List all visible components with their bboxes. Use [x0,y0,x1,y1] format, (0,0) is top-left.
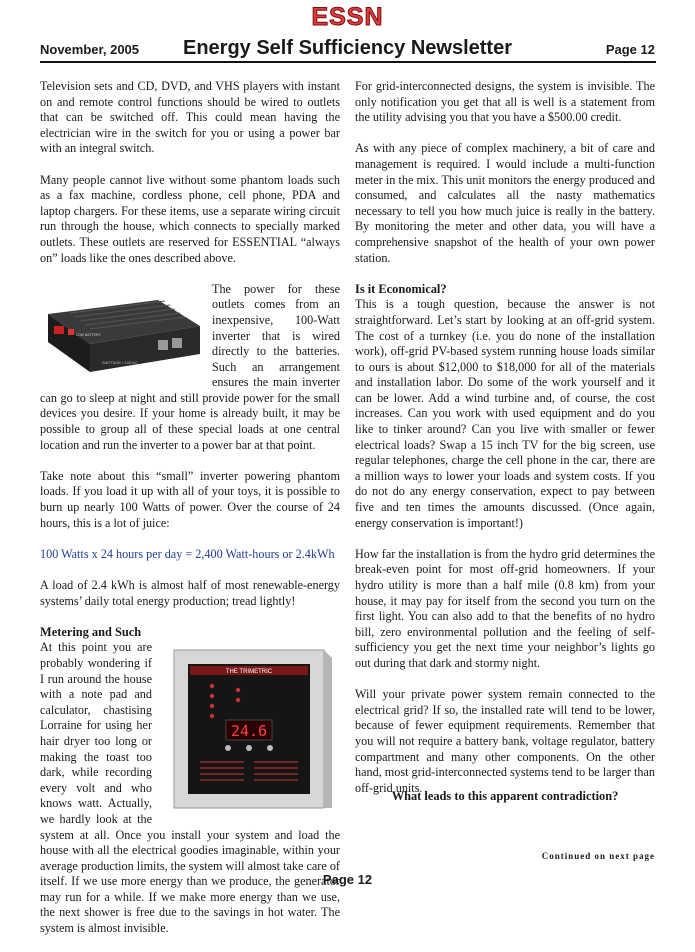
newsletter-logo: ESSN [311,3,384,31]
inverter-label: WATTAGE / 100 AC [102,359,138,365]
paragraph: Take note about this “small” inverter powering phantom loads. If you load it up with all of your toys, it is possible to burn up nearly 100 Watts of power. Over the course of 24 hours, this is a lot of juice: [40,468,340,530]
paragraph: This is a tough question, because the answer is not straightforward. Let’s start by looking at an off-grid system. The cost of a turnkey (i.e. you do none of the installation work), off-grid PV-based system running house loads similar to ours is about $12,000 to $18,000 for all of the materials and installation labor. Do some of the work yourself and it can be lower. Add a wind turbine and, of course, the cost increases. Can you work with used equipment and do you like to tinker around? Can you live with smaller or fewer electrical loads? Swap a 15 inch TV for the big screen, use regular telephones, charge the cell phone in the car, there are a million ways to lower your loads and system costs. If you do not do any energy conservation, expect to pay between five and ten times the amounts discussed. (Once again, energy conservation is important!) [355,297,655,530]
inverter-photo [40,284,204,380]
closing-question: What leads to this apparent contradiction? [391,789,619,803]
footer-page-number: Page 12 [322,872,373,887]
section-heading: Is it Economical? [355,281,447,296]
paragraph: As with any piece of complex machinery, a bit of care and management is required. I would include a multi-function meter in the mix. This unit monitors the energy produced and consumed, and calculates all the nasty mathematics necessary to tell you how much juice is really in the battery. By monitoring the meter and other data, you will have a comprehensive snapshot of the health of your own power station. [355,141,655,265]
paragraph: Many people cannot live without some phantom loads such as a fax machine, cordless phone, cell phone, PDA and laptop chargers. For these items, use a separate wiring circuit run through the house, which connects to specially marked outlets. These outlets are reserved for ESSENTIAL “always on” loads like the ones described above. [40,172,340,265]
section-heading: Metering and Such [40,624,142,639]
svg-text:LOW BATTERY: LOW BATTERY [76,332,101,337]
meter-display: 24.6 [230,722,268,741]
paragraph: At this point you are probably wondering if I run around the house with a note pad and calculator, chastising Lorraine for using her hair dryer too long or making the toast too dark, while recording every volt and who knows watt. Actually, we hardly look at the system at all. Once you install your system and load the house with all the electrical goodies imaginable, within your average production limits, the system will almost take care of itself. If we use more energy than we produce, the generator may run for a while. If we make more energy than we use, the next shower is free due to the savings in hot water. The system is almost invisible. [40,640,340,936]
paragraph: Television sets and CD, DVD, and VHS players with instant on and remote control functions should be wired to outlets that can be switched off. This could mean having the electrician wire in the switch for you or using a power bar with an integral switch. [40,79,340,156]
energy-formula: 100 Watts x 24 hours per day = 2,400 Watt-hours or 2.4kWh [40,546,335,561]
issue-date: November, 2005 [40,42,140,57]
continued-link[interactable]: Continued on next page [541,851,655,861]
paragraph: How far the installation is from the hydro grid determines the break-even point for most off-grid homeowners. If your hydro utility is more than a half mile (0.8 km) from your house, it may pay for itself from the second you turn on the first light. You can also add to that the benefits of no hydro bill, zero environmental pollution and the feeling of self-sufficiency you get the next time your neighbor’s lights go out during that dark and stormy night. [355,546,655,670]
header-page-number: Page 12 [605,42,655,57]
paragraph: Will your private power system remain connected to the electrical grid? If so, the installed rate will tend to be lower, because of fewer equipment requirements. Remember that you will not require a battery bank, voltage regulator, battery compartment and many other components. On the other hand, most grid-interconnected systems tend to be larger than off-grid units. [355,687,655,795]
paragraph: A load of 2.4 kWh is almost half of most renewable-energy systems’ daily total energy production; tread lightly! [40,578,340,608]
meter-title: THE TRIMETRIC [225,669,273,676]
right-column [355,79,655,812]
multi-function-meter-photo [160,644,340,812]
left-column [40,79,340,952]
newsletter-title: Energy Self Sufficiency Newsletter [182,37,512,59]
paragraph: The power for these outlets comes from an inexpensive, 100-Watt inverter that is wired directly to the batteries. Such an arrangement ensures the main inverter can go to sleep at night and still provide power for the small devices you desire. If your home is already built, it may be possible to group all of these special loads at one central location and run the inverter to a power bar at that point. [40,281,340,452]
header-rule [40,61,656,63]
paragraph: For grid-interconnected designs, the system is invisible. The only notification you get that all is well is a statement from the utility advising you that you have a $500.00 credit. [355,79,655,125]
